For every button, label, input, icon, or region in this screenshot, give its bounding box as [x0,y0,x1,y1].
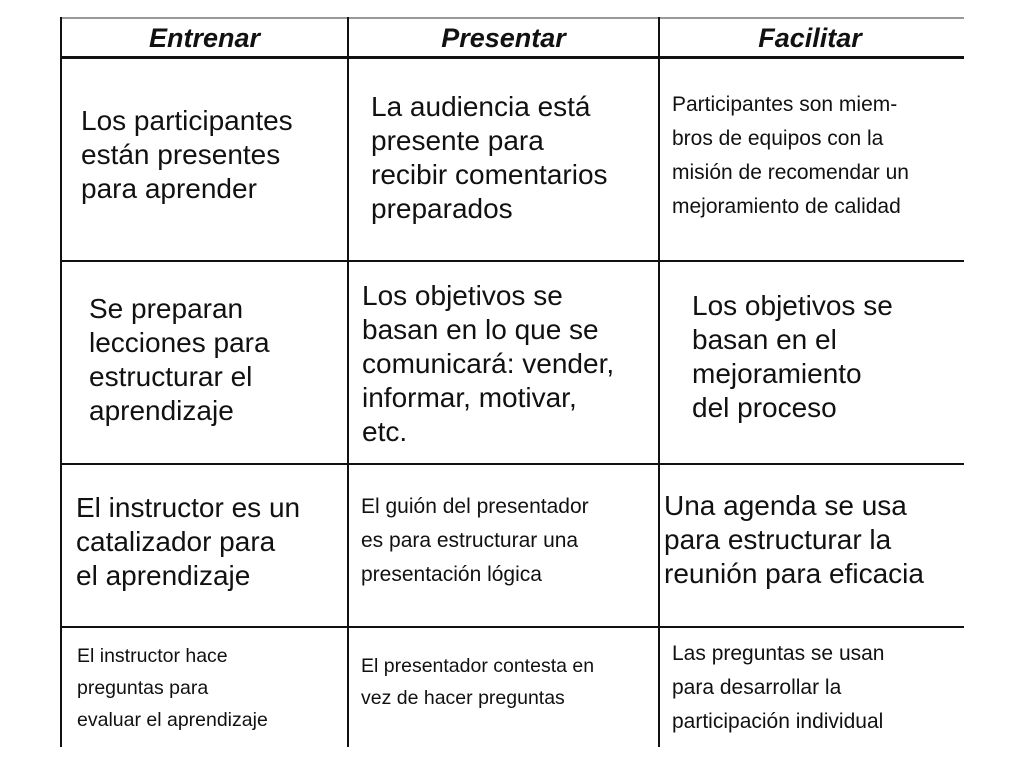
row2-facilitar: Los objetivos se basan en el mejoramiento del proceso [692,290,893,423]
row2-presentar: Los objetivos se basan en lo que se comunicará: vender, informar, motivar, etc. [362,280,615,447]
row3-facilitar: Una agenda se usa para estructurar la reunión para eficacia [664,490,924,589]
row-divider-3 [60,626,964,628]
table-left-border [60,17,62,747]
row4-facilitar: Las preguntas se usan para desarrollar la participación individual [672,642,885,734]
row3-entrenar: El instructor es un catalizador para el aprendizaje [76,492,301,591]
header-entrenar: Entrenar [148,22,261,53]
row1-entrenar: Los participantes están presentes para aprender [81,105,293,204]
row3-presentar: El guión del presentador es para estructurar una presentación lógica [361,495,589,587]
row-divider-2 [60,463,964,465]
column-divider-1 [347,17,349,747]
header-presentar: Presentar [441,22,566,53]
header-facilitar: Facilitar [758,22,862,53]
row1-presentar: La audiencia está presente para recibir comentarios preparados [371,91,608,224]
header-divider [60,56,964,59]
table-top-border [60,17,964,19]
row2-entrenar: Se preparan lecciones para estructurar el aprendizaje [89,293,270,426]
column-divider-2 [658,17,660,747]
row4-entrenar: El instructor hace preguntas para evaluar el aprendizaje [77,645,268,732]
row4-presentar: El presentador contesta en vez de hacer preguntas [361,655,595,710]
row1-facilitar: Participantes son miem- bros de equipos con la misión de recomendar un mejoramiento de calidad [672,93,909,219]
row-divider-1 [60,260,964,262]
